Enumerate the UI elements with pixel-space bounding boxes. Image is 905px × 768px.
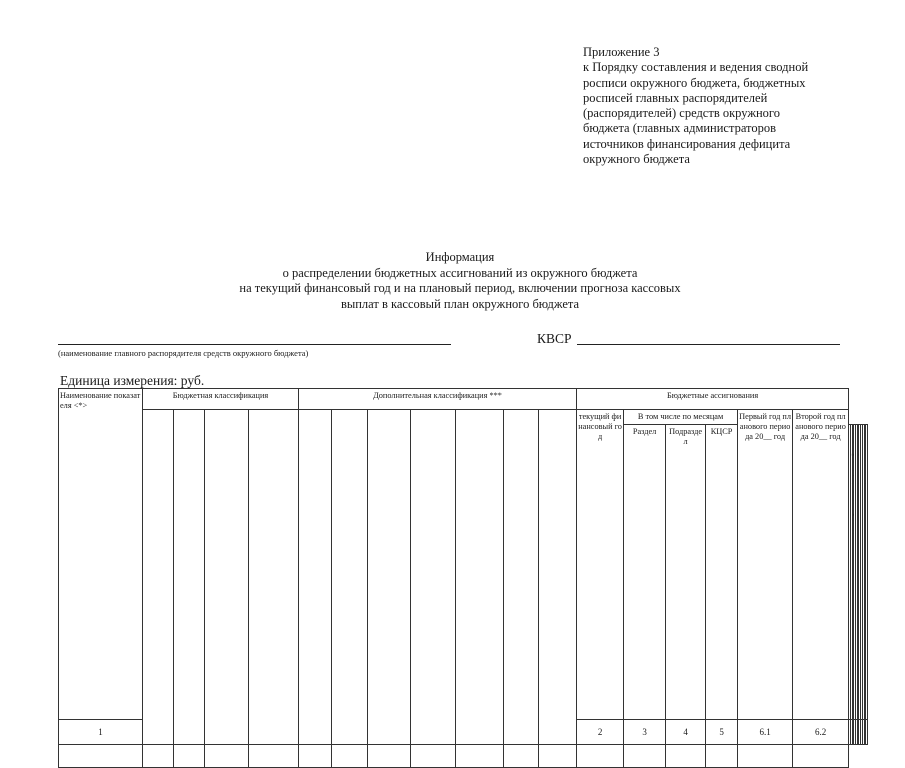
appendix-line: окружного бюджета xyxy=(583,152,690,167)
cell-blank xyxy=(174,410,205,745)
empty-cell xyxy=(332,745,368,768)
empty-cell xyxy=(539,745,577,768)
document-title xyxy=(150,250,770,312)
kvsr-label: КВСР xyxy=(537,331,572,346)
column-number xyxy=(866,720,868,745)
header-razdel: Раздел xyxy=(624,425,666,720)
title-line: Информация xyxy=(425,250,495,264)
title-line: о распределении бюджетных ассигнований из окружного бюджета xyxy=(282,265,638,280)
cell-blank xyxy=(368,410,411,745)
empty-cell xyxy=(504,745,539,768)
unit-of-measure: Единица измерения: руб. xyxy=(60,373,205,388)
appendix-line: росписей главных распорядителей xyxy=(583,90,768,105)
header-row-2 xyxy=(59,410,868,425)
cell-blank xyxy=(249,410,299,745)
column-number: 1 xyxy=(59,720,143,745)
kvsr-field-line xyxy=(577,344,840,345)
manager-name-line xyxy=(58,344,451,345)
manager-name-caption: (наименование главного распорядителя средств окружного бюджета) xyxy=(58,348,309,358)
header-additional-classification: Дополнительная классификация *** xyxy=(299,389,577,410)
empty-cell xyxy=(143,745,174,768)
cell-blank xyxy=(332,410,368,745)
empty-cell xyxy=(59,745,143,768)
cell-blank xyxy=(143,410,174,745)
header-budget-classification: Бюджетная классификация xyxy=(143,389,299,410)
empty-cell xyxy=(249,745,299,768)
column-number: 6.2 xyxy=(793,720,849,745)
empty-cell xyxy=(456,745,504,768)
appendix-line: источников финансирования дефицита xyxy=(583,136,791,151)
header-row-1 xyxy=(59,389,868,410)
header-indicator-name: Наименование показателя <*> xyxy=(59,389,143,720)
appendix-line: росписи окружного бюджета, бюджетных xyxy=(583,75,806,90)
appendix-line: бюджета (главных администраторов xyxy=(583,121,777,136)
column-number: 4 xyxy=(666,720,706,745)
empty-cell xyxy=(368,745,411,768)
appendix-note xyxy=(583,45,883,167)
column-number: 5 xyxy=(706,720,738,745)
header-current-fin-year: текущий финансовый год xyxy=(577,410,624,720)
allocations-table xyxy=(58,388,868,768)
empty-cell xyxy=(738,745,793,768)
column-number: 6.1 xyxy=(738,720,793,745)
empty-cell xyxy=(411,745,456,768)
cell-blank xyxy=(205,410,249,745)
cell-blank xyxy=(411,410,456,745)
header-budget-allocations: Бюджетные ассигнования xyxy=(577,389,849,410)
empty-cell xyxy=(205,745,249,768)
header-by-months: В том числе по месяцам xyxy=(624,410,738,425)
empty-cell xyxy=(624,745,666,768)
column-number: 2 xyxy=(577,720,624,745)
empty-cell xyxy=(706,745,738,768)
header-podrazdel: Подраздел xyxy=(666,425,706,720)
cell-blank xyxy=(539,410,577,745)
empty-cell xyxy=(299,745,332,768)
empty-cell xyxy=(577,745,624,768)
appendix-line: Приложение 3 xyxy=(583,45,660,59)
appendix-line: к Порядку составления и ведения сводной xyxy=(583,60,809,75)
header-march xyxy=(866,425,868,720)
title-line: выплат в кассовый план окружного бюджета xyxy=(340,296,580,311)
header-second-plan-year: Второй год планового периода 20__ год xyxy=(793,410,849,720)
empty-cell xyxy=(793,745,849,768)
cell-blank xyxy=(299,410,332,745)
empty-data-row xyxy=(59,745,868,768)
empty-cell xyxy=(666,745,706,768)
cell-blank xyxy=(456,410,504,745)
cell-blank xyxy=(504,410,539,745)
header-first-plan-year: Первый год планового периода 20__ год xyxy=(738,410,793,720)
title-line: на текущий финансовый год и на плановый период, включении прогноза кассовых xyxy=(239,281,681,295)
empty-cell xyxy=(174,745,205,768)
header-kcsr: КЦСР xyxy=(706,425,738,720)
column-number: 3 xyxy=(624,720,666,745)
appendix-line: (распорядителей) средств окружного xyxy=(583,106,780,121)
